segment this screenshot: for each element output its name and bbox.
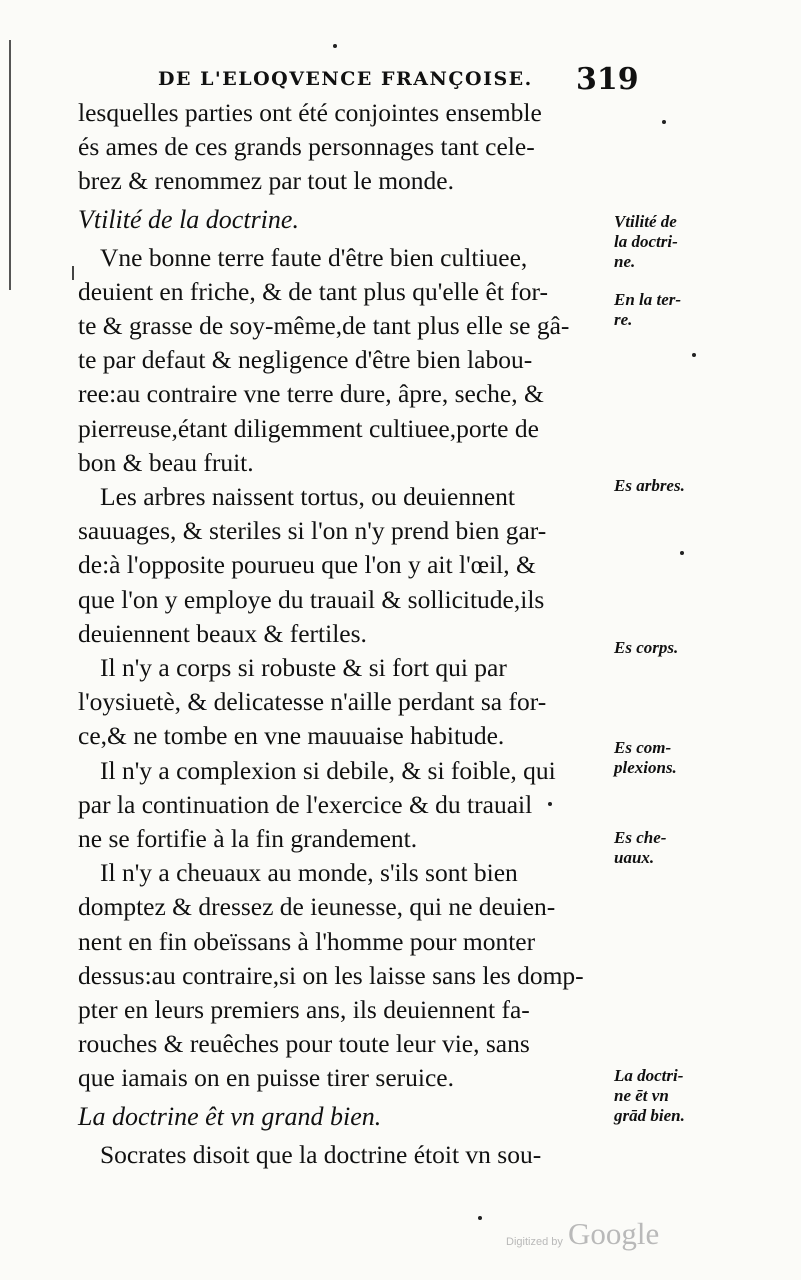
text-line: lesquelles parties ont été conjointes ensemble bbox=[78, 98, 542, 127]
note-line: Es corps. bbox=[614, 638, 679, 657]
ink-speck bbox=[680, 551, 684, 555]
note-line: En la ter- bbox=[614, 290, 682, 309]
ink-speck bbox=[548, 802, 552, 806]
text-line: sauuages, & steriles si l'on n'y prend bien gar- bbox=[78, 516, 547, 546]
text-line: domptez & dressez de ieunesse, qui ne deuien- bbox=[78, 892, 556, 922]
note-line: re. bbox=[614, 310, 633, 329]
page-edge-line bbox=[9, 40, 11, 290]
paragraph bbox=[78, 241, 628, 480]
margin-note-utility bbox=[614, 212, 724, 272]
text-line: Socrates disoit que la doctrine étoit vn sou- bbox=[100, 1139, 542, 1169]
text-line: pierreuse,étant diligemment cultiuee,porte de bbox=[78, 413, 539, 443]
text-line: pter en leurs premiers ans, ils deuiennent fa- bbox=[78, 995, 530, 1025]
note-line: plexions. bbox=[614, 758, 677, 777]
running-title: DE L'ELOQVENCE FRANÇOISE. bbox=[158, 68, 533, 90]
margin-note-earth bbox=[614, 290, 724, 330]
section-heading: Vtilité de la doctrine. bbox=[78, 204, 299, 234]
paragraph bbox=[78, 651, 628, 754]
text-line: deuiennent beaux & fertiles. bbox=[78, 618, 367, 648]
ink-speck bbox=[662, 120, 666, 124]
margin-note-complexions bbox=[614, 738, 724, 778]
text-line: que iamais on en puisse tirer seruice. bbox=[78, 1063, 455, 1093]
margin-notes bbox=[614, 0, 794, 1280]
note-line: grād bien. bbox=[614, 1106, 685, 1125]
note-line: ne. bbox=[614, 252, 636, 271]
note-line: uaux. bbox=[614, 848, 655, 867]
paragraph bbox=[78, 856, 628, 1095]
watermark-brand: Google bbox=[568, 1216, 660, 1251]
page-number: 319 bbox=[576, 62, 639, 97]
text-line: nent en fin obeïssans à l'homme pour monter bbox=[78, 926, 536, 956]
paragraph bbox=[78, 1138, 628, 1172]
text-line: par la continuation de l'exercice & du trauail bbox=[78, 789, 533, 819]
note-line: la doctri- bbox=[614, 232, 678, 251]
text-line: que l'on y employe du trauail & sollicitude,ils bbox=[78, 584, 545, 614]
text-line: és ames de ces grands personnages tant cele- bbox=[78, 132, 535, 162]
text-line: bon & beau fruit. bbox=[78, 447, 254, 477]
margin-note-bodies bbox=[614, 638, 724, 658]
text-line: ne se fortifie à la fin grandement. bbox=[78, 824, 418, 854]
main-text-block bbox=[78, 96, 628, 1172]
text-line: Il n'y a complexion si debile, & si foible, qui bbox=[100, 755, 556, 785]
text-line: te & grasse de soy-même,de tant plus elle se gâ- bbox=[78, 311, 570, 341]
paragraph-continuation bbox=[78, 96, 628, 199]
text-line: Les arbres naissent tortus, ou deuiennent bbox=[100, 482, 515, 512]
text-line: Il n'y a cheuaux au monde, s'ils sont bien bbox=[100, 858, 518, 888]
watermark-caption: Digitized by bbox=[506, 1236, 563, 1248]
text-line: ce,& ne tombe en vne mauuaise habitude. bbox=[78, 721, 505, 751]
note-line: Vtilité de bbox=[614, 212, 677, 231]
margin-note-doctrine bbox=[614, 1066, 724, 1126]
text-line: Vne bonne terre faute d'être bien cultiuee, bbox=[100, 242, 528, 272]
note-line: Es com- bbox=[614, 738, 672, 757]
margin-note-trees bbox=[614, 476, 724, 496]
text-line: rouches & reuêches pour toute leur vie, sans bbox=[78, 1029, 530, 1059]
ink-speck bbox=[692, 353, 696, 357]
text-line: l'oysiuetè, & delicatesse n'aille perdant sa for- bbox=[78, 687, 547, 717]
note-line: La doctri- bbox=[614, 1066, 684, 1085]
digitization-watermark bbox=[506, 1216, 676, 1256]
note-line: ne ēt vn bbox=[614, 1086, 669, 1105]
text-line: dessus:au contraire,si on les laisse sans les domp- bbox=[78, 960, 584, 990]
text-line: te par defaut & negligence d'être bien labou- bbox=[78, 345, 533, 375]
section-heading: La doctrine êt vn grand bien. bbox=[78, 1101, 382, 1131]
note-line: Es che- bbox=[614, 828, 667, 847]
paragraph bbox=[78, 754, 628, 857]
note-line: Es arbres. bbox=[614, 476, 685, 495]
ink-speck bbox=[478, 1216, 482, 1220]
paragraph bbox=[78, 480, 628, 651]
page-edge-mark bbox=[72, 266, 74, 280]
ink-speck bbox=[333, 44, 337, 48]
margin-note-horses bbox=[614, 828, 724, 868]
text-line: Il n'y a corps si robuste & si fort qui par bbox=[100, 653, 507, 683]
text-line: de:à l'opposite pourueu que l'on y ait l'œil, & bbox=[78, 550, 536, 580]
text-line: ree:au contraire vne terre dure, âpre, seche, & bbox=[78, 379, 544, 409]
text-line: brez & renommez par tout le monde. bbox=[78, 166, 454, 196]
text-line: deuient en friche, & de tant plus qu'elle êt for- bbox=[78, 276, 548, 306]
